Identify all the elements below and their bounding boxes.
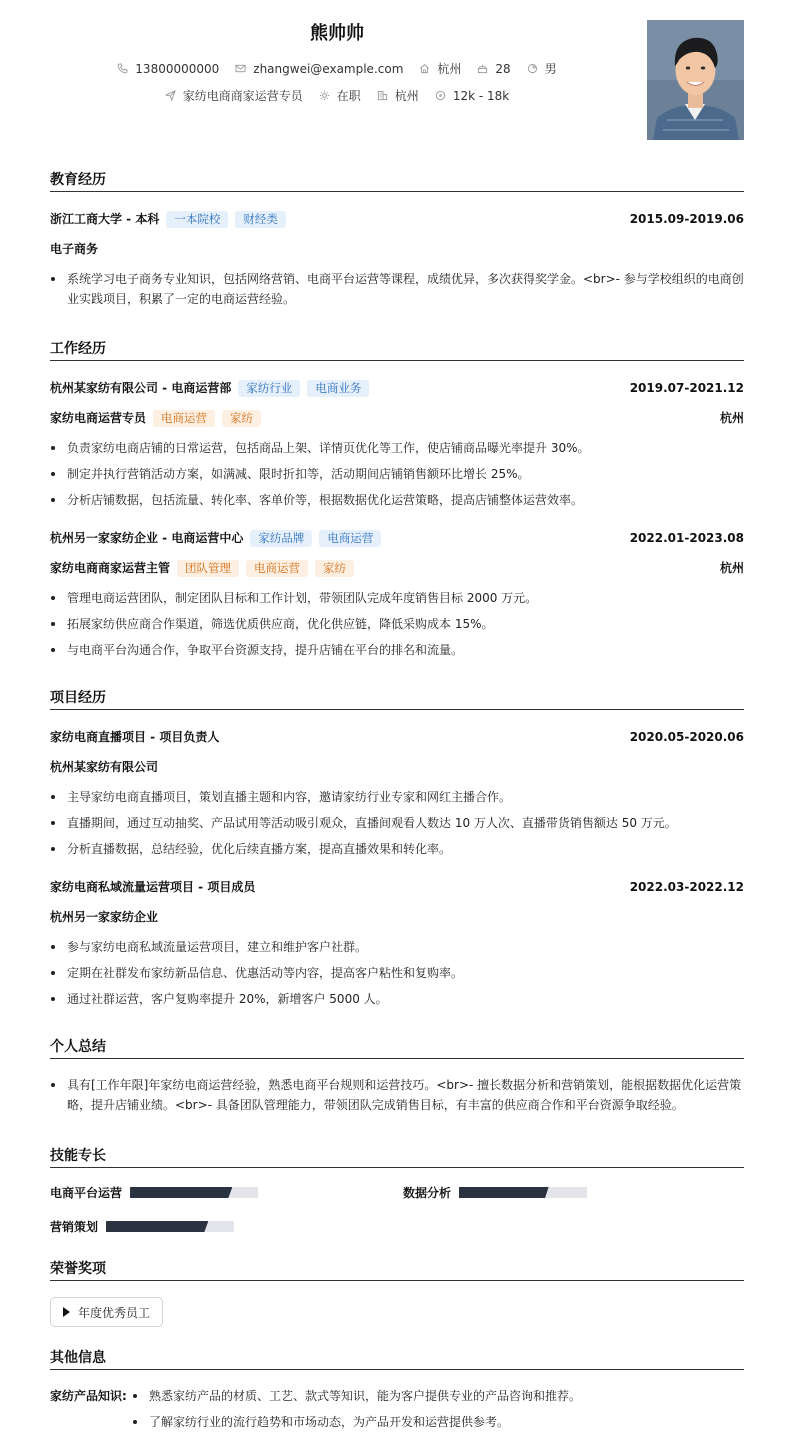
- skill-item: [50, 1218, 234, 1235]
- honors-title: 荣誉奖项: [50, 1258, 744, 1281]
- job-bullet: 制定并执行营销活动方案，如满减、限时折扣等，活动期间店铺销售额环比增长 25%。: [50, 464, 744, 484]
- role-row: [50, 408, 744, 428]
- work-title: 工作经历: [50, 338, 744, 361]
- company-tag: 电商运营: [319, 530, 381, 547]
- skill-item: [403, 1184, 587, 1201]
- home-icon: [419, 63, 430, 74]
- award-item[interactable]: [50, 1297, 163, 1327]
- project-name: 家纺电商私域流量运营项目 - 项目成员: [50, 880, 256, 894]
- company-name: 杭州某家纺有限公司 - 电商运营部: [50, 381, 232, 395]
- job-bullet: 分析店铺数据，包括流量、转化率、客单价等，根据数据优化运营策略，提高店铺整体运营效率。: [50, 490, 744, 510]
- gender-icon: [527, 63, 538, 74]
- role-tag: 家纺: [222, 410, 261, 427]
- role-tag: 团队管理: [177, 560, 239, 577]
- education-period: 2015.09-2019.06: [629, 212, 744, 226]
- city-item: [419, 60, 461, 77]
- education-section: [50, 169, 744, 309]
- skills-section: [50, 1145, 744, 1245]
- building-icon: [377, 90, 388, 101]
- award-name: 年度优秀员工: [78, 1305, 151, 1320]
- send-icon: [165, 90, 176, 101]
- role-name: 家纺电商商家运营主管: [50, 561, 171, 575]
- project-header: [50, 727, 744, 747]
- phone-icon: [117, 63, 128, 74]
- role-tag: 电商运营: [246, 560, 308, 577]
- project-period: 2020.05-2020.06: [629, 730, 744, 744]
- education-header: [50, 209, 744, 229]
- project-bullet: 主导家纺电商直播项目，策划直播主题和内容，邀请家纺行业专家和网红主播合作。: [50, 787, 744, 807]
- project-bullet: 参与家纺电商私域流量运营项目，建立和维护客户社群。: [50, 937, 744, 957]
- role-row: [50, 558, 744, 578]
- position-text: 家纺电商商家运营专员: [182, 89, 303, 103]
- skill-name: 数据分析: [403, 1186, 452, 1200]
- job-bullet: 与电商平台沟通合作，争取平台资源支持，提升店铺在平台的排名和流量。: [50, 640, 744, 660]
- age-text: 28: [495, 61, 511, 76]
- project-org-row: [50, 907, 744, 927]
- age-item: [477, 62, 510, 76]
- work-section: [50, 338, 744, 660]
- job-header: [50, 378, 744, 398]
- job-city: 杭州: [719, 411, 744, 425]
- project-org: 杭州某家纺有限公司: [50, 760, 159, 774]
- role-tag: 电商运营: [153, 410, 215, 427]
- project-header: [50, 877, 744, 897]
- target-city-item: [377, 87, 419, 104]
- caret-right-icon: [63, 1307, 70, 1317]
- project-bullet: 分析直播数据，总结经验，优化后续直播方案，提高直播效果和转化率。: [50, 839, 744, 859]
- project-name: 家纺电商直播项目 - 项目负责人: [50, 730, 220, 744]
- phone-text: 13800000000: [135, 61, 220, 76]
- status-item: [319, 87, 361, 104]
- age-icon: [477, 63, 488, 74]
- target-city-text: 杭州: [394, 89, 419, 103]
- position-item: [165, 87, 303, 104]
- skill-bar-fill: [106, 1221, 208, 1232]
- other-title: 其他信息: [50, 1347, 744, 1370]
- contact-row: [50, 60, 624, 77]
- gender-text: 男: [544, 62, 557, 76]
- school-tag: 一本院校: [166, 211, 228, 228]
- school-tag: 财经类: [235, 211, 286, 228]
- projects-title: 项目经历: [50, 687, 744, 710]
- avatar: [647, 20, 744, 140]
- job-bullet: 管理电商运营团队，制定团队目标和工作计划，带领团队完成年度销售目标 2000 万元。: [50, 588, 744, 608]
- role-name: 家纺电商运营专员: [50, 411, 147, 425]
- summary-title: 个人总结: [50, 1036, 744, 1059]
- summary-section: [50, 1036, 744, 1115]
- project-bullet: 定期在社群发布家纺新品信息、优惠活动等内容，提高客户粘性和复购率。: [50, 963, 744, 983]
- job-bullet: 拓展家纺供应商合作渠道，筛选优质供应商，优化供应链，降低采购成本 15%。: [50, 614, 744, 634]
- skill-bar: [459, 1187, 587, 1198]
- mail-icon: [235, 63, 246, 74]
- major-row: [50, 239, 744, 259]
- candidate-name: 熊帅帅: [310, 23, 364, 44]
- project-org: 杭州另一家家纺企业: [50, 910, 159, 924]
- job-header: [50, 528, 744, 548]
- gender-item: [527, 60, 557, 77]
- project-org-row: [50, 757, 744, 777]
- education-bullet: 系统学习电子商务专业知识，包括网络营销、电商平台运营等课程，成绩优异，多次获得奖学金。<br>- 参与学校组织的电商创业实践项目，积累了一定的电商运营经验。: [50, 269, 744, 309]
- job-city: 杭州: [719, 561, 744, 575]
- other-label: 家纺产品知识:: [50, 1389, 127, 1403]
- company-name: 杭州另一家家纺企业 - 电商运营中心: [50, 531, 244, 545]
- summary-text: 具有[工作年限]年家纺电商运营经验，熟悉电商平台规则和运营技巧。<br>- 擅长数据分析和营销策划，能根据数据优化运营策略，提升店铺业绩。<br>- 具备团队管理能力，带领团队完成销售目标，有丰富的供应商合作和平台资源争取经验。: [50, 1075, 744, 1115]
- job-bullet: 负责家纺电商店铺的日常运营，包括商品上架、详情页优化等工作，使店铺商品曝光率提升 30%。: [50, 438, 744, 458]
- company-tag: 家纺行业: [238, 380, 300, 397]
- skill-bar-fill: [130, 1187, 232, 1198]
- skill-bar: [106, 1221, 234, 1232]
- salary-text: 12k - 18k: [452, 88, 510, 103]
- skill-name: 营销策划: [50, 1220, 99, 1234]
- status-text: 在职: [336, 89, 361, 103]
- skill-bar: [130, 1187, 258, 1198]
- job-intent-row: [50, 87, 624, 104]
- major-name: 电子商务: [50, 242, 99, 256]
- job-period: 2019.07-2021.12: [629, 381, 744, 395]
- company-tag: 电商业务: [307, 380, 369, 397]
- status-icon: [319, 90, 330, 101]
- role-tag: 家纺: [315, 560, 354, 577]
- other-bullet: 了解家纺行业的流行趋势和市场动态，为产品开发和运营提供参考。: [132, 1412, 744, 1432]
- project-period: 2022.03-2022.12: [629, 880, 744, 894]
- company-tag: 家纺品牌: [250, 530, 312, 547]
- email-item: [235, 62, 403, 76]
- project-bullet: 直播期间，通过互动抽奖、产品试用等活动吸引观众，直播间观看人数达 10 万人次、直播带货销售额达 50 万元。: [50, 813, 744, 833]
- city-text: 杭州: [437, 62, 462, 76]
- salary-icon: [435, 90, 446, 101]
- salary-item: [435, 89, 509, 103]
- skill-bar-fill: [459, 1187, 549, 1198]
- skill-name: 电商平台运营: [50, 1186, 123, 1200]
- skill-item: [50, 1184, 258, 1201]
- other-bullet: 熟悉家纺产品的材质、工艺、款式等知识，能为客户提供专业的产品咨询和推荐。: [132, 1386, 744, 1406]
- project-bullet: 通过社群运营，客户复购率提升 20%，新增客户 5000 人。: [50, 989, 744, 1009]
- projects-section: [50, 687, 744, 1009]
- phone-item: [117, 62, 219, 76]
- honors-section: [50, 1258, 744, 1333]
- other-section: [50, 1347, 744, 1432]
- education-title: 教育经历: [50, 169, 744, 192]
- email-text: zhangwei@example.com: [253, 61, 404, 76]
- school-name: 浙江工商大学 - 本科: [50, 212, 160, 226]
- skills-title: 技能专长: [50, 1145, 744, 1168]
- job-period: 2022.01-2023.08: [629, 531, 744, 545]
